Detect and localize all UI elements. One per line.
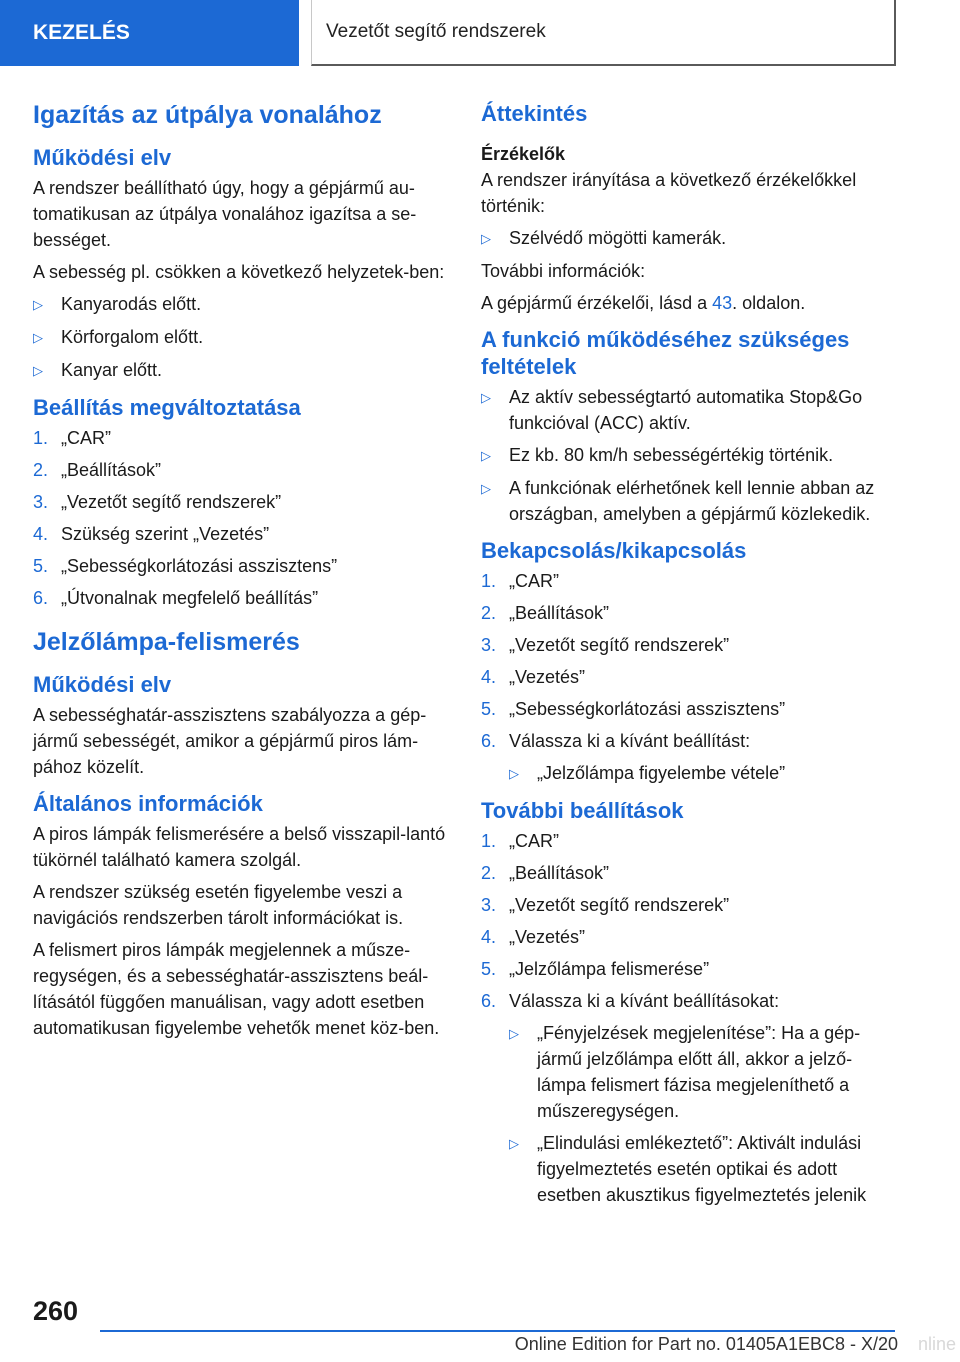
- edition-text: Online Edition for Part no. 01405A1EBC8 - X/20: [514, 1334, 898, 1354]
- step-item: 3. „Vezetőt segítő rendszerek”: [481, 895, 730, 915]
- page-number: 260: [33, 1296, 79, 1326]
- heading-further-settings: További beállítások: [481, 798, 684, 823]
- list-item: ▷ Ez kb. 80 km/h sebességértékig történik.: [481, 442, 901, 469]
- step-item: 1. „CAR”: [481, 831, 559, 851]
- step-item: 3. „Vezetőt segítő rendszerek”: [33, 492, 282, 512]
- right-column: [481, 100, 901, 1214]
- left-column: [33, 100, 448, 1047]
- step-item: 5. „Jelzőlámpa felismerése”: [481, 959, 710, 979]
- paragraph: A felismert piros lámpák megjelennek a műsze-regységen, és a sebességhatár-asszisztens beál-lításától függően manuálisan, vagy adott esetben automatikusan figyelembe vehetők menet köz-ben.: [33, 940, 440, 1038]
- title-lane-adaptation: Igazítás az útpálya vonalához: [33, 101, 382, 129]
- heading-operating-principle-2: Működési elv: [33, 672, 172, 697]
- sub-list-item: ▷ „Elindulási emlékeztető”: Aktivált indulási figyelmeztetés esetén optikai és adott esetben akusztikus figyelmeztetés jelenik: [509, 1130, 901, 1208]
- heading-on-off: Bekapcsolás/kikapcsolás: [481, 538, 747, 563]
- triangle-bullet-icon: ▷: [33, 330, 43, 345]
- step-item: 3. „Vezetőt segítő rendszerek”: [481, 635, 730, 655]
- list-item: ▷ Kanyar előtt.: [33, 357, 448, 384]
- step-item: 4. „Vezetés”: [481, 667, 586, 687]
- paragraph: A rendszer beállítható úgy, hogy a gépjármű au-tomatikusan az útpálya vonalához igazítsa a se-bességet.: [33, 178, 417, 250]
- step-item: 2. „Beállítások”: [33, 460, 162, 480]
- heading-change-setting: Beállítás megváltoztatása: [33, 395, 301, 420]
- paragraph: A piros lámpák felismerésére a belső visszapil-lantó tükörnél található kamera szolgál.: [33, 824, 446, 870]
- paragraph: További információk:: [481, 261, 646, 281]
- heading-operating-principle: Működési elv: [33, 145, 172, 170]
- step-item: 4. Szükség szerint „Vezetés”: [33, 524, 270, 544]
- triangle-bullet-icon: ▷: [481, 481, 491, 496]
- paragraph-sensor-ref: A gépjármű érzékelői, lásd a 43. oldalon.: [481, 293, 806, 313]
- watermark: nline: [917, 1334, 956, 1354]
- chapter-tab: [311, 0, 896, 66]
- triangle-bullet-icon: ▷: [481, 231, 491, 246]
- step-item: 6. Válassza ki a kívánt beállítást:: [481, 731, 751, 751]
- chapter-label: Vezetőt segítő rendszerek: [326, 21, 546, 42]
- paragraph: A sebesség pl. csökken a következő helyzetek-ben:: [33, 262, 445, 282]
- section-label: KEZELÉS: [33, 21, 130, 44]
- heading-requirements: A funkció működéséhez szükséges feltételek: [481, 327, 850, 379]
- triangle-bullet-icon: ▷: [33, 363, 43, 378]
- step-item: 4. „Vezetés”: [481, 927, 586, 947]
- page-link-43[interactable]: 43: [712, 293, 733, 313]
- step-item: 2. „Beállítások”: [481, 603, 610, 623]
- section-tab: [0, 0, 299, 66]
- sub-list-item: ▷ „Jelzőlámpa figyelembe vétele”: [509, 760, 901, 787]
- triangle-bullet-icon: ▷: [33, 297, 43, 312]
- list-item: ▷ Körforgalom előtt.: [33, 324, 448, 351]
- triangle-bullet-icon: ▷: [509, 1026, 519, 1041]
- list-item: ▷ Kanyarodás előtt.: [33, 291, 448, 318]
- sub-list-item: ▷ „Fényjelzések megjelenítése”: Ha a gép-jármű jelzőlámpa előtt áll, akkor a jelző-lámpa felismert fázisa megjeleníthető a műszeregységen.: [509, 1020, 901, 1124]
- step-item: 1. „CAR”: [481, 571, 559, 591]
- step-item: 5. „Sebességkorlátozási asszisztens”: [33, 556, 338, 576]
- step-item: 1. „CAR”: [33, 428, 111, 448]
- step-item: 5. „Sebességkorlátozási asszisztens”: [481, 699, 786, 719]
- list-item: ▷ Az aktív sebességtartó automatika Stop&Go funkcióval (ACC) aktív.: [481, 384, 901, 436]
- title-traffic-light-recognition: Jelzőlámpa-felismerés: [33, 628, 300, 656]
- step-item: 6. Válassza ki a kívánt beállításokat:: [481, 991, 780, 1011]
- paragraph: A sebességhatár-asszisztens szabályozza a gép-jármű sebességét, amikor a gépjármű piros lám-pához közelít.: [33, 705, 427, 777]
- list-item: ▷ A funkciónak elérhetőnek kell lennie abban az országban, amelyben a gépjármű közlekedik.: [481, 475, 901, 527]
- triangle-bullet-icon: ▷: [509, 766, 519, 781]
- heading-overview: Áttekintés: [481, 101, 588, 126]
- list-item: ▷ Szélvédő mögötti kamerák.: [481, 225, 901, 252]
- triangle-bullet-icon: ▷: [481, 390, 491, 405]
- triangle-bullet-icon: ▷: [509, 1136, 519, 1151]
- heading-sensors: Érzékelők: [481, 144, 566, 164]
- footer-divider: [100, 1330, 895, 1332]
- triangle-bullet-icon: ▷: [481, 448, 491, 463]
- paragraph: A rendszer irányítása a következő érzékelőkkel történik:: [481, 170, 857, 216]
- heading-general-info: Általános információk: [33, 791, 263, 816]
- paragraph: A rendszer szükség esetén figyelembe veszi a navigációs rendszerben tárolt információkat is.: [33, 882, 404, 928]
- step-item: 6. „Útvonalnak megfelelő beállítás”: [33, 588, 319, 608]
- step-item: 2. „Beállítások”: [481, 863, 610, 883]
